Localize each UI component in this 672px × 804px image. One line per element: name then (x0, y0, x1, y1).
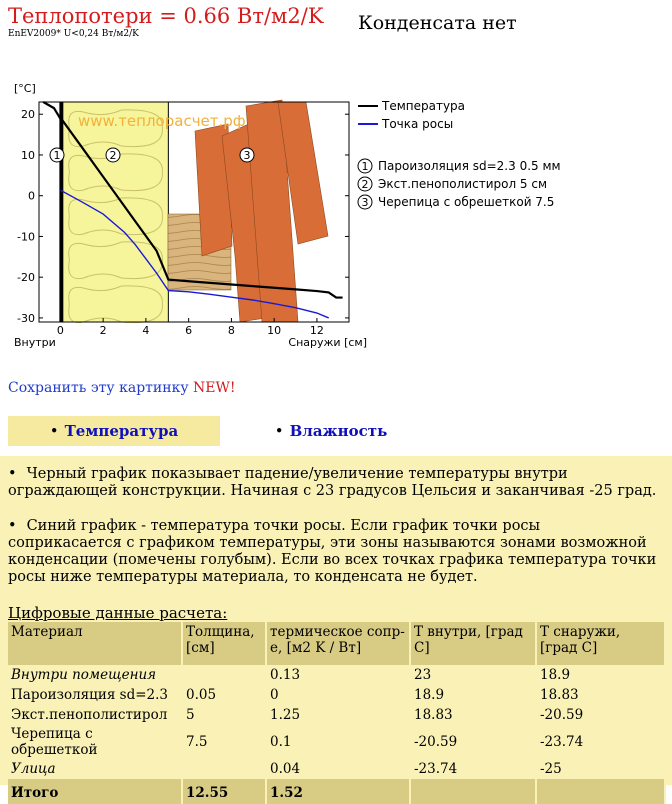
legend-layer-number: 2 (361, 178, 369, 191)
cell: Экст.пенополистирол (8, 705, 182, 725)
layer-marker-label: 1 (53, 149, 61, 162)
total-row (8, 782, 665, 804)
legend-label: Температура (382, 99, 466, 113)
heat-loss-title: Теплопотери = 0.66 Вт/м2/K (8, 4, 324, 28)
col-thickness: Толщина, [см] (182, 622, 266, 662)
cell: -20.59 (536, 705, 665, 725)
cell: Итого (8, 782, 182, 804)
table-row (8, 725, 665, 759)
tab-temperature-label[interactable]: Температура (64, 422, 179, 440)
cell: 18.83 (536, 685, 665, 705)
cell (182, 665, 266, 685)
cell: -25 (536, 759, 665, 779)
x-tick-label: 4 (142, 324, 150, 337)
legend-label: Точка росы (382, 117, 454, 131)
cell: Внутри помещения (8, 665, 182, 685)
col-t-inside: T внутри, [град C] (410, 622, 536, 662)
cell: 0.1 (266, 725, 410, 759)
layer-marker-label: 2 (109, 149, 117, 162)
explanation-black-line: • Черный график показывает падение/увеличение температуры внутри ограждающей конструкции. Начиная с 23 градусов Цельсия и заканчивая -25 град. (8, 466, 657, 499)
watermark: www.теплорасчет.рф (78, 112, 246, 130)
cell (536, 782, 665, 804)
cell: -20.59 (410, 725, 536, 759)
cell: -23.74 (410, 759, 536, 779)
x-tick-label: 12 (309, 324, 324, 337)
cell: 1.52 (266, 782, 410, 804)
tab-humidity[interactable]: • Влажность (274, 422, 388, 440)
cell: 1.25 (266, 705, 410, 725)
tab-bar (0, 416, 672, 446)
temperature-chart (0, 76, 672, 356)
y-tick-label: 0 (28, 189, 35, 203)
table-caption: Цифровые данные расчета: (8, 604, 228, 622)
col-t-outside: T снаружи, [град C] (536, 622, 665, 662)
table-row (8, 759, 665, 779)
legend-layer-label: Пароизоляция sd=2.3 0.5 мм (378, 159, 561, 173)
cell: 18.9 (536, 665, 665, 685)
save-image-label[interactable]: Сохранить эту картинку (8, 380, 189, 396)
table-row (8, 685, 665, 705)
cell: Улица (8, 759, 182, 779)
table-row (8, 665, 665, 685)
tab-temperature[interactable]: • Температура (8, 416, 220, 446)
tab-humidity-label[interactable]: Влажность (289, 422, 388, 440)
cell: 0.05 (182, 685, 266, 705)
x-tick-label: 6 (185, 324, 193, 337)
cell (182, 759, 266, 779)
y-tick-label: -30 (17, 311, 35, 325)
explanation-blue-line: • Синий график - температура точки росы. Если график точки росы соприкасается с графиком температуры, эти зоны называются зонами возможной конденсации (помечены голубым). Если во всех точках графика температура точки росы ниже температуры материала, то конденсата не будет. (8, 518, 657, 585)
legend-layer-number: 1 (361, 160, 369, 173)
cell: 0.13 (266, 665, 410, 685)
y-tick-label: 20 (21, 108, 35, 122)
x-axis-label-left: Внутри (14, 336, 56, 349)
cell: 18.83 (410, 705, 536, 725)
legend-layer-label: Экст.пенополистирол 5 см (378, 177, 548, 191)
results-table (8, 622, 666, 804)
cell: Пароизоляция sd=2.3 (8, 685, 182, 705)
x-axis-label-right: Снаружи [см] (288, 336, 367, 349)
explanation-text-1: Черный график показывает падение/увеличение температуры внутри ограждающей конструкции. Начиная с 23 градусов Цельсия и заканчивая -25 град. (8, 466, 657, 499)
vapor-barrier-layer (59, 102, 63, 322)
cell: 0 (266, 685, 410, 705)
explanation-text-2: Синий график - температура точки росы. Если график точки росы соприкасается с графиком температуры, эти зоны называются зонами возможной конденсации (помечены голубым). Если во всех точках графика температура точки росы ниже температуры материала, то конденсата не будет. (8, 518, 657, 585)
col-material: Материал (8, 622, 182, 662)
x-tick-label: 0 (56, 324, 64, 337)
y-axis-label: [°C] (14, 82, 36, 95)
x-tick-label: 8 (227, 324, 235, 337)
cell: 12.55 (182, 782, 266, 804)
cell: 7.5 (182, 725, 266, 759)
y-tick-label: -10 (17, 230, 35, 244)
x-tick-label: 2 (99, 324, 107, 337)
cell: Черепица с обрешеткой (8, 725, 182, 759)
layer-marker-label: 3 (243, 149, 251, 162)
y-tick-label: -20 (17, 271, 35, 285)
legend-layer-number: 3 (361, 196, 369, 209)
cell: 18.9 (410, 685, 536, 705)
cell: 0.04 (266, 759, 410, 779)
chart-legend (358, 99, 561, 209)
new-badge: NEW! (193, 380, 236, 396)
col-resistance: термическое сопр-е, [м2 K / Вт] (266, 622, 410, 662)
cell: -23.74 (536, 725, 665, 759)
x-tick-label: 10 (267, 324, 282, 337)
cell: 5 (182, 705, 266, 725)
legend-layer-label: Черепица с обрешеткой 7.5 (378, 195, 555, 209)
save-image-link[interactable] (8, 380, 236, 396)
cell (410, 782, 536, 804)
enev-subtitle: EnEV2009* U<0,24 Вт/м2/K (8, 29, 139, 39)
condensate-status: Конденсата нет (358, 12, 517, 34)
cell: 23 (410, 665, 536, 685)
y-tick-label: 10 (21, 148, 35, 162)
table-row (8, 705, 665, 725)
